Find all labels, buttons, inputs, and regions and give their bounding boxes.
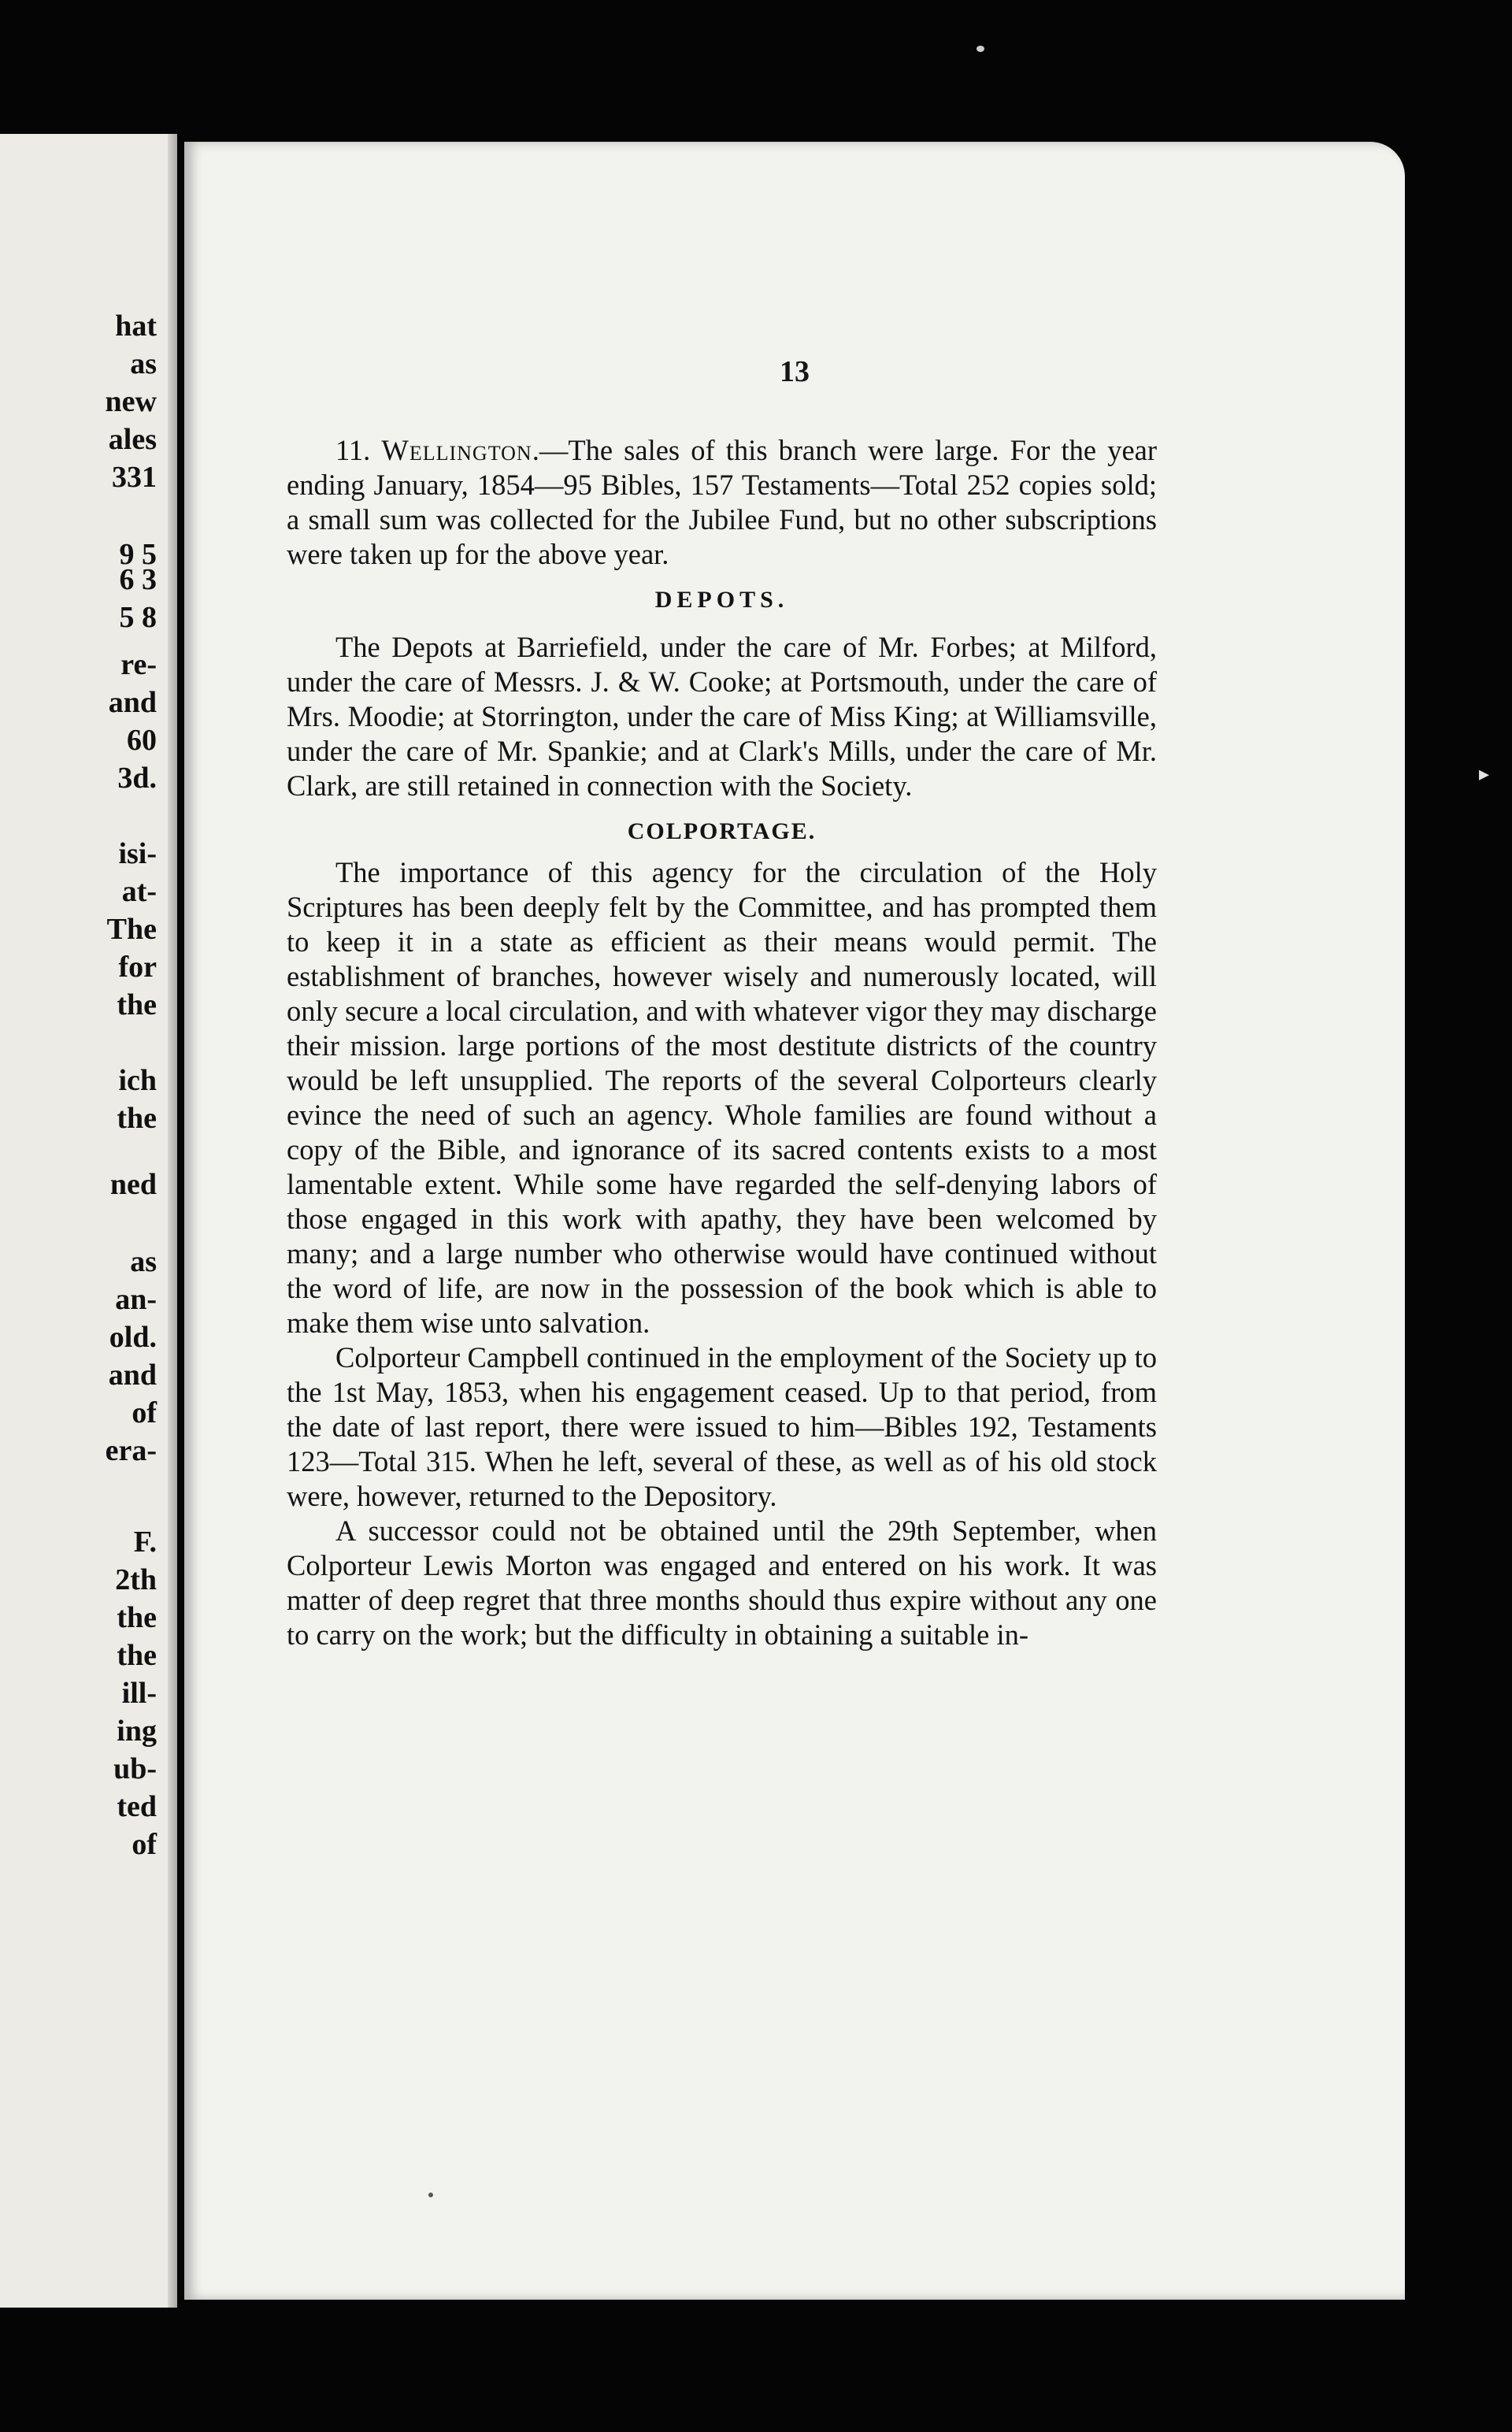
left-page-fragment: as <box>130 1245 157 1278</box>
left-page-fragment: re- <box>120 648 157 681</box>
left-page-fragment: ing <box>117 1715 157 1748</box>
depots-heading: DEPOTS. <box>654 587 789 613</box>
left-page-fragment: ted <box>117 1790 157 1823</box>
left-page-edge <box>0 134 177 2308</box>
left-page-fragment: new <box>105 385 157 418</box>
left-page-fragment: for <box>118 951 157 984</box>
colportage-paragraph-1: The importance of this agency for the circulation of the Holy Scriptures has been deeply felt by the Committee, and has prompted them to keep it in a state as efficient as their means would permit. The establishment of branches, however wisely and numerously located, will only secure a local circulation, and with whatever vigor they may discharge their mission. large portions of the most destitute districts of the country would be left unsupplied. The reports of the several Colporteurs clearly evince the need of such an agency. Whole families are found without a copy of the Bible, and ignorance of its sacred contents exists to a most lamentable extent. While some have regarded the self-denying labors of those engaged in this work with apathy, they have been welcomed by many; and a large number who otherwise would have continued without the word of life, are now in the possession of the book which is able to make them wise unto salvation. <box>287 856 1157 1339</box>
left-page-fragment: ub- <box>113 1752 157 1785</box>
colportage-heading: COLPORTAGE. <box>627 818 817 844</box>
left-page-fragment: the <box>117 1102 157 1135</box>
left-page-fragment: The <box>106 913 157 946</box>
page <box>184 142 1405 2300</box>
left-page-fragment: of <box>132 1396 157 1429</box>
text-column <box>287 433 1157 1652</box>
branch-name: Wellington <box>381 434 532 466</box>
left-page-fragment: 3d. <box>117 762 157 795</box>
left-page-fragment: F. <box>133 1526 157 1559</box>
left-page-fragment: an- <box>115 1283 157 1316</box>
left-page-fragment: 9 5 <box>119 538 157 571</box>
section-number: 11. <box>335 434 371 466</box>
left-page-fragment: ned <box>109 1168 157 1201</box>
left-page-fragment: of <box>132 1828 157 1861</box>
section-11-text: .—The sales of this branch were large. For the year ending January, 1854—95 Bibles, 157 Testaments—Total 252 copies sold; a small sum was collected for the Jubilee Fund, but no other subscriptions were taken up for the above year. <box>287 434 1157 570</box>
colportage-paragraph-3: A successor could not be obtained until the 29th September, when Colporteur Lewis Morton was engaged and entered on his work. It was matter of deep regret that three months should thus expire without any one to carry on the work; but the difficulty in obtaining a suitable in- <box>287 1514 1157 1651</box>
left-page-fragment: ales <box>108 423 157 456</box>
scan-speck <box>976 46 984 52</box>
left-page-fragment: the <box>117 988 157 1021</box>
left-page-fragment: isi- <box>118 837 157 870</box>
left-page-fragment: ich <box>118 1064 157 1097</box>
left-page-fragment: hat <box>115 310 157 343</box>
left-page-fragment: 6 3 <box>119 563 157 596</box>
left-page-fragment: the <box>117 1601 157 1634</box>
left-page-fragment: ill- <box>121 1677 157 1710</box>
page-number: 13 <box>780 355 810 388</box>
left-page-fragment: and <box>108 1359 157 1392</box>
section-11-paragraph <box>287 433 1157 572</box>
left-page-fragment: era- <box>105 1434 157 1467</box>
left-page-fragment: 2th <box>115 1563 157 1596</box>
left-page-fragment: 331 <box>112 461 157 494</box>
left-page-fragment: 5 8 <box>119 601 157 634</box>
left-page-fragment: old. <box>109 1321 157 1354</box>
depots-paragraph: The Depots at Barriefield, under the care of Mr. Forbes; at Milford, under the care of Messrs. J. & W. Cooke; at Portsmouth, under the care of Mrs. Moodie; at Storrington, under the care of Miss King; at Williamsville, under the care of Mr. Spankie; and at Clark's Mills, under the care of Mr. Clark, are still retained in connection with the Society. <box>287 631 1157 802</box>
page-gutter <box>168 134 177 2308</box>
left-page-fragment: the <box>117 1639 157 1672</box>
left-page-fragment: as <box>130 347 157 380</box>
left-page-fragment: and <box>108 686 157 719</box>
left-page-fragment: at- <box>121 875 157 908</box>
left-page-fragment: 60 <box>127 724 157 757</box>
colportage-paragraph-2: Colporteur Campbell continued in the employment of the Society up to the 1st May, 1853, when his engagement ceased. Up to that period, from the date of last report, there were issued to him—Bibles 192, Testaments 123—Total 315. When he left, several of these, as well as of his old stock were, however, returned to the Depository. <box>287 1341 1157 1512</box>
scan-mark <box>428 2193 433 2197</box>
page-turn-arrow-icon[interactable]: ▸ <box>1479 762 1490 786</box>
